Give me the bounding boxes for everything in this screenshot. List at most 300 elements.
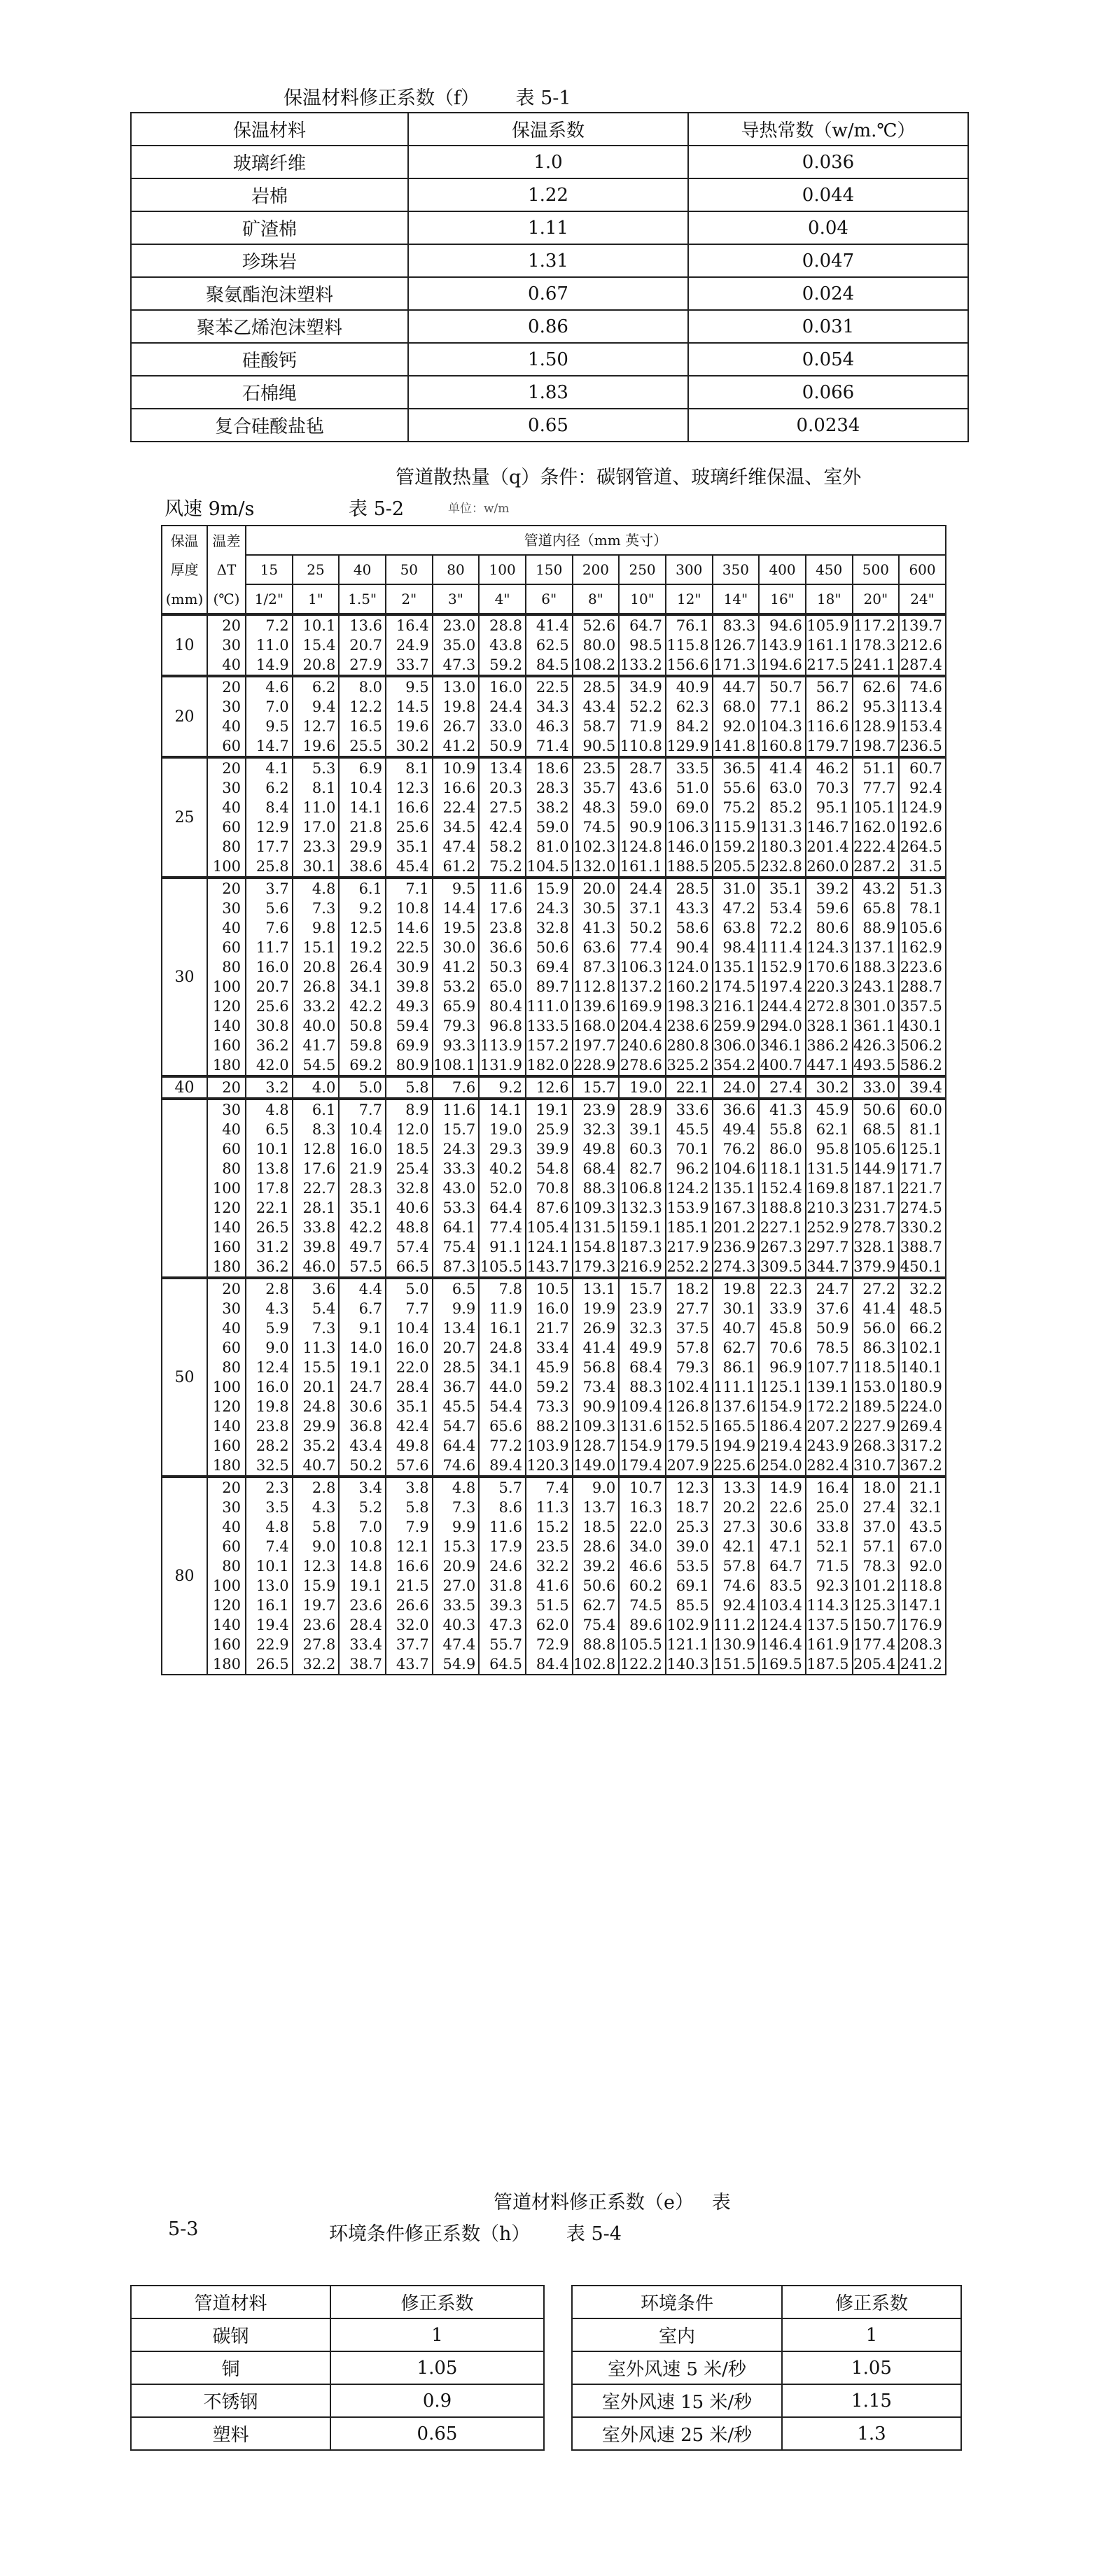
table2-data-row bbox=[162, 1498, 946, 1517]
heat-loss-cell: 12.6 bbox=[526, 1076, 573, 1099]
heat-loss-cell: 25.9 bbox=[526, 1120, 573, 1139]
heat-loss-cell: 29.9 bbox=[293, 1416, 340, 1436]
heat-loss-cell: 16.0 bbox=[246, 957, 293, 977]
heat-loss-cell: 75.2 bbox=[479, 857, 526, 878]
heat-loss-cell: 7.3 bbox=[293, 899, 340, 918]
table1-row bbox=[131, 343, 968, 376]
heat-loss-cell: 146.0 bbox=[666, 837, 713, 857]
heat-loss-cell: 110.8 bbox=[619, 736, 666, 757]
heat-loss-cell: 32.0 bbox=[386, 1615, 433, 1635]
heat-loss-cell: 126.8 bbox=[666, 1397, 713, 1416]
heat-loss-cell: 75.2 bbox=[713, 798, 760, 817]
heat-loss-cell: 70.3 bbox=[806, 778, 853, 798]
heat-loss-cell: 161.1 bbox=[619, 857, 666, 878]
table1-cell: 石棉绳 bbox=[131, 376, 408, 409]
heat-loss-cell: 157.2 bbox=[526, 1036, 573, 1055]
heat-loss-cell: 11.3 bbox=[526, 1498, 573, 1517]
heat-loss-cell: 59.2 bbox=[526, 1377, 573, 1397]
table2-data-row bbox=[162, 997, 946, 1016]
heat-loss-cell: 140.3 bbox=[666, 1654, 713, 1675]
heat-loss-cell: 328.1 bbox=[806, 1016, 853, 1036]
dt-cell: 80 bbox=[207, 1556, 246, 1576]
heat-loss-cell: 188.3 bbox=[853, 957, 900, 977]
heat-loss-cell: 45.9 bbox=[526, 1358, 573, 1377]
heat-loss-cell: 71.5 bbox=[806, 1556, 853, 1576]
diameter-inch-cell: 4" bbox=[479, 584, 526, 614]
heat-loss-cell: 13.4 bbox=[479, 757, 526, 778]
heat-loss-cell: 171.3 bbox=[713, 655, 760, 676]
heat-loss-cell: 4.4 bbox=[339, 1278, 386, 1299]
heat-loss-cell: 132.0 bbox=[573, 857, 620, 878]
dt-cell: 60 bbox=[207, 938, 246, 957]
heat-loss-cell: 10.4 bbox=[339, 778, 386, 798]
heat-loss-cell: 153.9 bbox=[666, 1198, 713, 1218]
heat-loss-cell: 31.8 bbox=[479, 1576, 526, 1596]
heat-loss-cell: 10.4 bbox=[386, 1318, 433, 1338]
heat-loss-cell: 49.3 bbox=[386, 997, 433, 1016]
diameter-inch-cell: 14" bbox=[713, 584, 760, 614]
heat-loss-cell: 90.9 bbox=[619, 817, 666, 837]
heat-loss-cell: 40.2 bbox=[479, 1159, 526, 1178]
heat-loss-cell: 36.5 bbox=[713, 757, 760, 778]
heat-loss-cell: 27.8 bbox=[293, 1635, 340, 1654]
heat-loss-cell: 33.6 bbox=[666, 1099, 713, 1120]
heat-loss-cell: 169.8 bbox=[806, 1178, 853, 1198]
table2-data-row bbox=[162, 1218, 946, 1237]
table1-row bbox=[131, 409, 968, 442]
heat-loss-cell: 64.7 bbox=[759, 1556, 806, 1576]
heat-loss-cell: 13.4 bbox=[433, 1318, 480, 1338]
heat-loss-cell: 139.6 bbox=[573, 997, 620, 1016]
table2-data-row bbox=[162, 1016, 946, 1036]
heat-loss-cell: 64.5 bbox=[479, 1654, 526, 1675]
table1-row bbox=[131, 310, 968, 343]
heat-loss-cell: 146.7 bbox=[806, 817, 853, 837]
table2-data-row bbox=[162, 1257, 946, 1278]
heat-loss-cell: 400.7 bbox=[759, 1055, 806, 1076]
table2-data-row bbox=[162, 1517, 946, 1537]
table1-row bbox=[131, 211, 968, 244]
heat-loss-cell: 306.0 bbox=[713, 1036, 760, 1055]
heat-loss-cell: 14.8 bbox=[339, 1556, 386, 1576]
diameter-inch-cell: 2" bbox=[386, 584, 433, 614]
heat-loss-cell: 22.5 bbox=[526, 676, 573, 697]
heat-loss-cell: 10.1 bbox=[246, 1139, 293, 1159]
heat-loss-cell: 3.4 bbox=[339, 1477, 386, 1498]
heat-loss-cell: 9.0 bbox=[293, 1537, 340, 1556]
thickness-cell: 80 bbox=[162, 1477, 207, 1675]
heat-loss-cell: 89.6 bbox=[619, 1615, 666, 1635]
heat-loss-cell: 51.1 bbox=[853, 757, 900, 778]
heat-loss-cell: 50.6 bbox=[573, 1576, 620, 1596]
thickness-header: (mm) bbox=[162, 584, 207, 614]
dt-cell: 20 bbox=[207, 614, 246, 635]
heat-loss-cell: 50.8 bbox=[339, 1016, 386, 1036]
heat-loss-cell: 105.6 bbox=[899, 918, 946, 938]
heat-loss-cell: 154.9 bbox=[759, 1397, 806, 1416]
heat-loss-cell: 198.7 bbox=[853, 736, 900, 757]
heat-loss-cell: 330.2 bbox=[899, 1218, 946, 1237]
dt-cell: 60 bbox=[207, 1537, 246, 1556]
heat-loss-cell: 19.8 bbox=[433, 697, 480, 717]
heat-loss-cell: 182.0 bbox=[526, 1055, 573, 1076]
heat-loss-cell: 23.6 bbox=[339, 1596, 386, 1615]
heat-loss-cell: 72.2 bbox=[759, 918, 806, 938]
heat-loss-cell: 16.4 bbox=[806, 1477, 853, 1498]
heat-loss-cell: 221.7 bbox=[899, 1178, 946, 1198]
heat-loss-cell: 46.6 bbox=[619, 1556, 666, 1576]
table1-row bbox=[131, 376, 968, 409]
heat-loss-cell: 28.9 bbox=[619, 1099, 666, 1120]
heat-loss-cell: 50.2 bbox=[339, 1456, 386, 1477]
dt-cell: 40 bbox=[207, 1318, 246, 1338]
heat-loss-cell: 24.7 bbox=[806, 1278, 853, 1299]
heat-loss-cell: 17.7 bbox=[246, 837, 293, 857]
heat-loss-cell: 8.6 bbox=[479, 1498, 526, 1517]
heat-loss-cell: 212.6 bbox=[899, 635, 946, 655]
heat-loss-cell: 23.9 bbox=[619, 1299, 666, 1318]
heat-loss-cell: 20.7 bbox=[433, 1338, 480, 1358]
table2-data-row bbox=[162, 1338, 946, 1358]
heat-loss-cell: 33.8 bbox=[806, 1517, 853, 1537]
heat-loss-cell: 106.3 bbox=[666, 817, 713, 837]
diameter-mm-cell: 400 bbox=[759, 555, 806, 584]
heat-loss-cell: 126.7 bbox=[713, 635, 760, 655]
heat-loss-cell: 168.0 bbox=[573, 1016, 620, 1036]
dt-cell: 30 bbox=[207, 635, 246, 655]
heat-loss-cell: 74.6 bbox=[899, 676, 946, 697]
heat-loss-cell: 95.8 bbox=[806, 1139, 853, 1159]
heat-loss-cell: 112.8 bbox=[573, 977, 620, 997]
heat-loss-cell: 86.1 bbox=[713, 1358, 760, 1377]
heat-loss-cell: 39.0 bbox=[666, 1537, 713, 1556]
heat-loss-cell: 189.5 bbox=[853, 1397, 900, 1416]
heat-loss-cell: 223.6 bbox=[899, 957, 946, 977]
table3-cell: 碳钢 bbox=[131, 2318, 330, 2351]
heat-loss-cell: 77.4 bbox=[479, 1218, 526, 1237]
heat-loss-cell: 7.0 bbox=[339, 1517, 386, 1537]
heat-loss-cell: 22.7 bbox=[293, 1178, 340, 1198]
heat-loss-cell: 86.0 bbox=[759, 1139, 806, 1159]
heat-loss-cell: 45.5 bbox=[666, 1120, 713, 1139]
heat-loss-cell: 151.5 bbox=[713, 1654, 760, 1675]
diameter-mm-cell: 250 bbox=[619, 555, 666, 584]
heat-loss-cell: 20.3 bbox=[479, 778, 526, 798]
table2-data-row bbox=[162, 676, 946, 697]
table2-data-row bbox=[162, 1198, 946, 1218]
heat-loss-cell: 274.3 bbox=[713, 1257, 760, 1278]
heat-loss-cell: 172.2 bbox=[806, 1397, 853, 1416]
heat-loss-cell: 47.3 bbox=[479, 1615, 526, 1635]
table2-data-row bbox=[162, 977, 946, 997]
heat-loss-cell: 69.1 bbox=[666, 1576, 713, 1596]
heat-loss-cell: 48.8 bbox=[386, 1218, 433, 1237]
heat-loss-cell: 179.4 bbox=[619, 1456, 666, 1477]
heat-loss-cell: 238.6 bbox=[666, 1016, 713, 1036]
heat-loss-cell: 80.0 bbox=[573, 635, 620, 655]
heat-loss-cell: 53.5 bbox=[666, 1556, 713, 1576]
heat-loss-cell: 57.8 bbox=[666, 1338, 713, 1358]
heat-loss-cell: 179.5 bbox=[666, 1436, 713, 1456]
heat-loss-cell: 9.1 bbox=[339, 1318, 386, 1338]
heat-loss-cell: 32.3 bbox=[573, 1120, 620, 1139]
heat-loss-cell: 9.9 bbox=[433, 1299, 480, 1318]
heat-loss-cell: 152.4 bbox=[759, 1178, 806, 1198]
heat-loss-cell: 22.0 bbox=[619, 1517, 666, 1537]
heat-loss-cell: 68.0 bbox=[713, 697, 760, 717]
dt-cell: 180 bbox=[207, 1654, 246, 1675]
heat-loss-cell: 92.4 bbox=[713, 1596, 760, 1615]
heat-loss-cell: 49.4 bbox=[713, 1120, 760, 1139]
heat-loss-cell: 65.8 bbox=[853, 899, 900, 918]
heat-loss-cell: 28.4 bbox=[339, 1615, 386, 1635]
heat-loss-cell: 32.2 bbox=[899, 1278, 946, 1299]
diameter-inch-cell: 3" bbox=[433, 584, 480, 614]
heat-loss-cell: 135.1 bbox=[713, 957, 760, 977]
diameter-mm-cell: 100 bbox=[479, 555, 526, 584]
heat-loss-cell: 84.4 bbox=[526, 1654, 573, 1675]
table1-cell: 0.0234 bbox=[688, 409, 968, 442]
heat-loss-cell: 4.3 bbox=[246, 1299, 293, 1318]
heat-loss-cell: 278.6 bbox=[619, 1055, 666, 1076]
table3-cell: 0.65 bbox=[330, 2417, 544, 2450]
heat-loss-cell: 11.9 bbox=[479, 1299, 526, 1318]
table1-cell: 0.65 bbox=[408, 409, 688, 442]
table2-data-row bbox=[162, 736, 946, 757]
heat-loss-cell: 4.6 bbox=[246, 676, 293, 697]
table1-cell: 玻璃纤维 bbox=[131, 146, 408, 178]
heat-loss-cell: 8.0 bbox=[339, 676, 386, 697]
heat-loss-cell: 17.0 bbox=[293, 817, 340, 837]
heat-loss-cell: 52.1 bbox=[806, 1537, 853, 1556]
heat-loss-cell: 121.1 bbox=[666, 1635, 713, 1654]
heat-loss-cell: 106.3 bbox=[619, 957, 666, 977]
heat-loss-cell: 50.6 bbox=[853, 1099, 900, 1120]
heat-loss-cell: 13.7 bbox=[573, 1498, 620, 1517]
table4-cell: 1.05 bbox=[782, 2351, 961, 2384]
table4-row bbox=[572, 2318, 961, 2351]
heat-loss-cell: 21.8 bbox=[339, 817, 386, 837]
table1-row bbox=[131, 277, 968, 310]
heat-loss-cell: 16.3 bbox=[619, 1498, 666, 1517]
heat-loss-cell: 41.4 bbox=[759, 757, 806, 778]
heat-loss-cell: 68.4 bbox=[619, 1358, 666, 1377]
heat-loss-cell: 25.4 bbox=[386, 1159, 433, 1178]
heat-loss-cell: 49.8 bbox=[573, 1139, 620, 1159]
heat-loss-cell: 81.0 bbox=[526, 837, 573, 857]
heat-loss-cell: 16.1 bbox=[479, 1318, 526, 1338]
heat-loss-cell: 23.3 bbox=[293, 837, 340, 857]
heat-loss-cell: 22.5 bbox=[386, 938, 433, 957]
heat-loss-cell: 18.6 bbox=[526, 757, 573, 778]
heat-loss-cell: 185.1 bbox=[666, 1218, 713, 1237]
heat-loss-cell: 68.5 bbox=[853, 1120, 900, 1139]
heat-loss-cell: 153.0 bbox=[853, 1377, 900, 1397]
heat-loss-cell: 24.0 bbox=[713, 1076, 760, 1099]
dt-cell: 20 bbox=[207, 757, 246, 778]
table4-header-row bbox=[572, 2286, 961, 2318]
heat-loss-cell: 122.2 bbox=[619, 1654, 666, 1675]
heat-loss-cell: 11.6 bbox=[479, 878, 526, 899]
heat-loss-cell: 111.2 bbox=[713, 1615, 760, 1635]
heat-loss-cell: 204.4 bbox=[619, 1016, 666, 1036]
heat-loss-cell: 30.2 bbox=[386, 736, 433, 757]
heat-loss-cell: 22.4 bbox=[433, 798, 480, 817]
table3-cell: 1.05 bbox=[330, 2351, 544, 2384]
heat-loss-cell: 27.5 bbox=[479, 798, 526, 817]
heat-loss-cell: 25.0 bbox=[806, 1498, 853, 1517]
heat-loss-cell: 12.3 bbox=[386, 778, 433, 798]
dt-cell: 30 bbox=[207, 697, 246, 717]
heat-loss-cell: 38.6 bbox=[339, 857, 386, 878]
heat-loss-cell: 205.4 bbox=[853, 1654, 900, 1675]
heat-loss-cell: 66.2 bbox=[899, 1318, 946, 1338]
heat-loss-cell: 19.1 bbox=[339, 1576, 386, 1596]
heat-loss-cell: 42.0 bbox=[246, 1055, 293, 1076]
table2-data-row bbox=[162, 778, 946, 798]
heat-loss-cell: 26.5 bbox=[246, 1218, 293, 1237]
heat-loss-cell: 80.6 bbox=[806, 918, 853, 938]
heat-loss-cell: 3.6 bbox=[293, 1278, 340, 1299]
heat-loss-cell: 41.2 bbox=[433, 736, 480, 757]
table2-unit: 单位：w/m bbox=[448, 502, 510, 516]
heat-loss-cell: 268.3 bbox=[853, 1436, 900, 1456]
heat-loss-cell: 11.7 bbox=[246, 938, 293, 957]
heat-loss-cell: 101.2 bbox=[853, 1576, 900, 1596]
heat-loss-cell: 43.5 bbox=[899, 1517, 946, 1537]
table3-row bbox=[131, 2351, 544, 2384]
heat-loss-cell: 48.3 bbox=[573, 798, 620, 817]
heat-loss-cell: 47.1 bbox=[759, 1537, 806, 1556]
heat-loss-cell: 57.5 bbox=[339, 1257, 386, 1278]
heat-loss-cell: 252.2 bbox=[666, 1257, 713, 1278]
heat-loss-cell: 24.6 bbox=[479, 1556, 526, 1576]
heat-loss-cell: 41.3 bbox=[759, 1099, 806, 1120]
heat-loss-cell: 131.5 bbox=[806, 1159, 853, 1178]
heat-loss-cell: 386.2 bbox=[806, 1036, 853, 1055]
heat-loss-cell: 116.6 bbox=[806, 717, 853, 736]
heat-loss-cell: 93.3 bbox=[433, 1036, 480, 1055]
heat-loss-cell: 125.3 bbox=[853, 1596, 900, 1615]
heat-loss-cell: 36.8 bbox=[339, 1416, 386, 1436]
heat-loss-cell: 92.0 bbox=[899, 1556, 946, 1576]
dt-cell: 140 bbox=[207, 1615, 246, 1635]
heat-loss-cell: 42.2 bbox=[339, 997, 386, 1016]
heat-loss-cell: 12.8 bbox=[293, 1139, 340, 1159]
dt-cell: 100 bbox=[207, 977, 246, 997]
dt-cell: 60 bbox=[207, 1338, 246, 1358]
heat-loss-cell: 198.3 bbox=[666, 997, 713, 1016]
heat-loss-cell: 254.0 bbox=[759, 1456, 806, 1477]
table2-data-row bbox=[162, 1436, 946, 1456]
heat-loss-cell: 278.7 bbox=[853, 1218, 900, 1237]
heat-loss-cell: 33.9 bbox=[759, 1299, 806, 1318]
heat-loss-cell: 115.9 bbox=[713, 817, 760, 837]
heat-loss-cell: 7.0 bbox=[246, 697, 293, 717]
table2-data-row bbox=[162, 1576, 946, 1596]
heat-loss-cell: 78.1 bbox=[899, 899, 946, 918]
heat-loss-cell: 70.6 bbox=[759, 1338, 806, 1358]
heat-loss-cell: 493.5 bbox=[853, 1055, 900, 1076]
dt-cell: 120 bbox=[207, 997, 246, 1016]
heat-loss-cell: 6.5 bbox=[433, 1278, 480, 1299]
heat-loss-cell: 426.3 bbox=[853, 1036, 900, 1055]
heat-loss-cell: 56.8 bbox=[573, 1358, 620, 1377]
heat-loss-cell: 102.8 bbox=[573, 1654, 620, 1675]
dt-cell: 120 bbox=[207, 1596, 246, 1615]
heat-loss-cell: 14.5 bbox=[386, 697, 433, 717]
heat-loss-cell: 16.6 bbox=[386, 1556, 433, 1576]
table4-cell: 室内 bbox=[572, 2318, 782, 2351]
heat-loss-cell: 52.2 bbox=[619, 697, 666, 717]
heat-loss-cell: 43.3 bbox=[666, 899, 713, 918]
heat-loss-cell: 35.1 bbox=[759, 878, 806, 899]
table3-header-cell: 管道材料 bbox=[131, 2286, 330, 2318]
heat-loss-cell: 2.8 bbox=[246, 1278, 293, 1299]
pipe-heat-loss-table bbox=[161, 525, 946, 1675]
heat-loss-cell: 13.3 bbox=[713, 1477, 760, 1498]
heat-loss-cell: 50.9 bbox=[806, 1318, 853, 1338]
heat-loss-cell: 22.3 bbox=[759, 1278, 806, 1299]
heat-loss-cell: 95.1 bbox=[806, 798, 853, 817]
heat-loss-cell: 147.1 bbox=[899, 1596, 946, 1615]
diameter-inch-cell: 20" bbox=[853, 584, 900, 614]
diameter-mm-cell: 450 bbox=[806, 555, 853, 584]
table2-data-row bbox=[162, 817, 946, 837]
heat-loss-cell: 57.1 bbox=[853, 1537, 900, 1556]
heat-loss-cell: 7.7 bbox=[386, 1299, 433, 1318]
heat-loss-cell: 5.7 bbox=[479, 1477, 526, 1498]
heat-loss-cell: 4.1 bbox=[246, 757, 293, 778]
heat-loss-cell: 37.6 bbox=[806, 1299, 853, 1318]
heat-loss-cell: 26.8 bbox=[293, 977, 340, 997]
heat-loss-cell: 90.9 bbox=[573, 1397, 620, 1416]
heat-loss-cell: 197.4 bbox=[759, 977, 806, 997]
heat-loss-cell: 16.6 bbox=[433, 778, 480, 798]
heat-loss-cell: 67.0 bbox=[899, 1537, 946, 1556]
heat-loss-cell: 48.5 bbox=[899, 1299, 946, 1318]
heat-loss-cell: 77.7 bbox=[853, 778, 900, 798]
table3-caption-top: 管道材料修正系数（e） 表 bbox=[494, 2192, 731, 2213]
dt-cell: 20 bbox=[207, 1278, 246, 1299]
heat-loss-cell: 243.9 bbox=[806, 1436, 853, 1456]
heat-loss-cell: 13.1 bbox=[573, 1278, 620, 1299]
heat-loss-cell: 8.1 bbox=[293, 778, 340, 798]
dt-cell: 100 bbox=[207, 1377, 246, 1397]
heat-loss-cell: 71.4 bbox=[526, 736, 573, 757]
heat-loss-cell: 9.0 bbox=[573, 1477, 620, 1498]
heat-loss-cell: 124.9 bbox=[899, 798, 946, 817]
heat-loss-cell: 27.2 bbox=[853, 1278, 900, 1299]
heat-loss-cell: 35.0 bbox=[433, 635, 480, 655]
heat-loss-cell: 11.3 bbox=[293, 1338, 340, 1358]
heat-loss-cell: 34.3 bbox=[526, 697, 573, 717]
heat-loss-cell: 35.1 bbox=[339, 1198, 386, 1218]
heat-loss-cell: 32.2 bbox=[526, 1556, 573, 1576]
heat-loss-cell: 180.3 bbox=[759, 837, 806, 857]
heat-loss-cell: 167.3 bbox=[713, 1198, 760, 1218]
heat-loss-cell: 171.7 bbox=[899, 1159, 946, 1178]
heat-loss-cell: 40.3 bbox=[433, 1615, 480, 1635]
heat-loss-cell: 46.2 bbox=[806, 757, 853, 778]
dt-cell: 100 bbox=[207, 857, 246, 878]
dt-cell: 100 bbox=[207, 1178, 246, 1198]
heat-loss-cell: 44.0 bbox=[479, 1377, 526, 1397]
dt-cell: 140 bbox=[207, 1016, 246, 1036]
heat-loss-cell: 17.9 bbox=[479, 1537, 526, 1556]
table2-data-row bbox=[162, 1377, 946, 1397]
heat-loss-cell: 8.3 bbox=[293, 1120, 340, 1139]
